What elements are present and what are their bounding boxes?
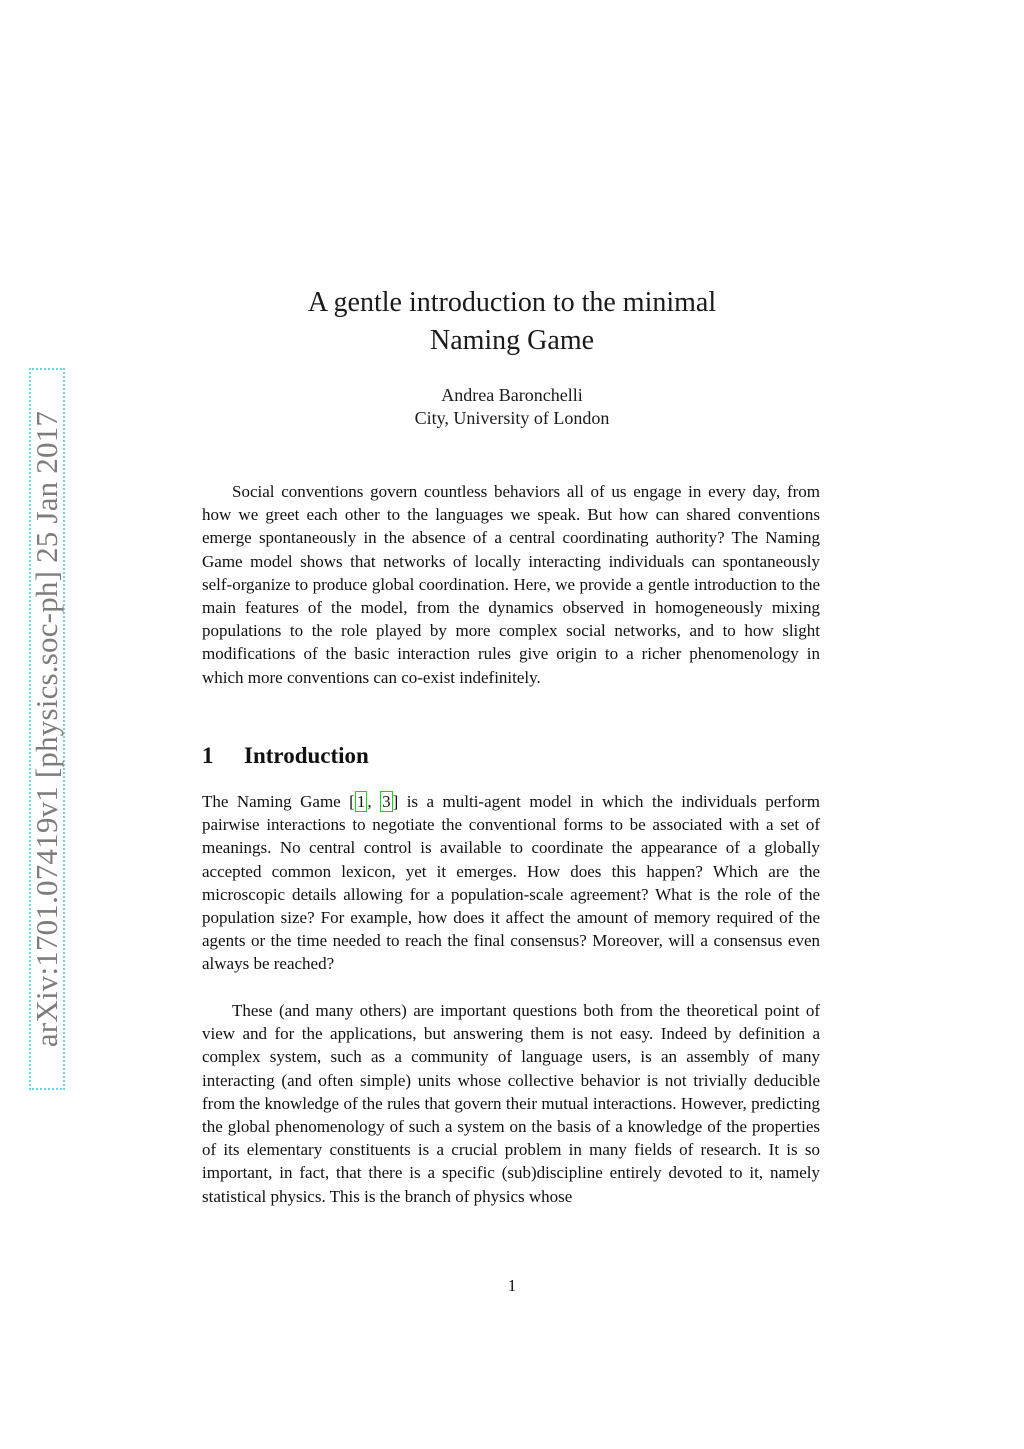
author-block bbox=[200, 384, 824, 430]
section-number: 1 bbox=[202, 743, 214, 768]
abstract: Social conventions govern countless behaviors all of us engage in every day, from how we greet each other to the languages we speak. But how can shared conventions emerge spontaneously in the absence of a central coordinating authority? The Naming Game model shows that networks of locally interacting individuals can spontaneously self-organize to produce global coordination. Here, we provide a gentle introduction to the main features of the model, from the dynamics observed in homogeneously mixing populations to the role played by more complex social networks, and to how slight modifications of the basic interaction rules give origin to a richer phenomenology in which more conventions can co-exist indefinitely. bbox=[202, 482, 820, 687]
paragraph1-lead: The Naming Game [ bbox=[202, 792, 355, 811]
paragraph1-rest: ] is a multi-agent model in which the individuals perform pairwise interactions to negotiate the conventional forms to be associated with a set of meanings. No central control is available to coordinate the appearance of a globally accepted common lexicon, yet it emerges. How does this happen? Which are the microscopic details allowing for a population-scale agreement? What is the role of the population size? For example, how does it affect the amount of memory required of the agents or the time needed to reach the final consensus? Moreover, will a consensus even always be reached? bbox=[202, 792, 821, 974]
section-title: Introduction bbox=[244, 743, 369, 768]
body-paragraph-2: These (and many others) are important questions both from the theoretical point of view and for the applications, but answering them is not easy. Indeed by definition a complex system, such as a community of language users, is an assembly of many interacting (and often simple) units whose collective behavior is not trivially deducible from the knowledge of the rules that govern their mutual interactions. However, predicting the global phenomenology of such a system on the basis of a knowledge of the properties of its elementary constituents is a crucial problem in many fields of research. It is so important, in fact, that there is a specific (sub)discipline entirely devoted to it, namely statistical physics. This is the branch of physics whose bbox=[202, 1001, 820, 1206]
title-line-1: A gentle introduction to the minimal bbox=[307, 287, 717, 318]
section-heading bbox=[202, 743, 369, 769]
author-name: Andrea Baronchelli bbox=[441, 385, 583, 405]
title-line-2: Naming Game bbox=[429, 325, 595, 356]
page-number: 1 bbox=[507, 1276, 517, 1295]
citation-link-1[interactable]: 1 bbox=[356, 792, 366, 811]
citation-link-3[interactable]: 3 bbox=[382, 792, 391, 811]
author-affiliation: City, University of London bbox=[414, 408, 610, 428]
arxiv-identifier-stamp: arXiv:1701.07419v1 [physics.soc-ph] 25 Jan 2017 bbox=[29, 368, 65, 1090]
citation-separator: , bbox=[367, 792, 381, 811]
body-paragraph-1 bbox=[202, 790, 820, 976]
paper-title bbox=[200, 284, 824, 360]
